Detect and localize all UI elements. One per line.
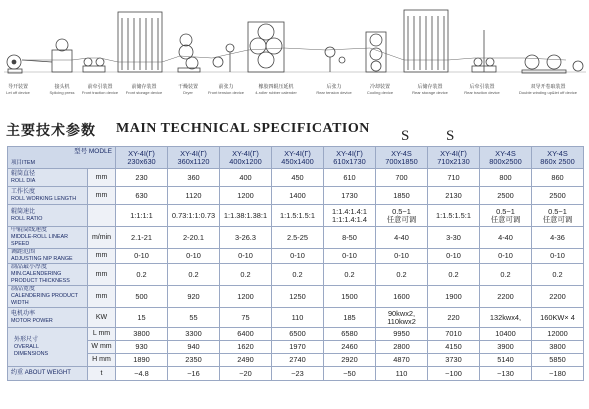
value-cell: 400 bbox=[220, 169, 272, 187]
model-header: XY-4I(Γ) 230x630 bbox=[116, 147, 168, 169]
corner-item-label: 项目ITEM bbox=[11, 160, 36, 166]
value-cell: 2500 bbox=[480, 187, 532, 205]
dimension-row bbox=[8, 354, 584, 367]
value-cell: 1970 bbox=[272, 341, 324, 354]
value-cell: 1:1.4:1.4:1 1:1:1.4:1.4 bbox=[324, 205, 376, 227]
value-cell: 3300 bbox=[168, 328, 220, 341]
spec-row bbox=[8, 187, 584, 205]
station-label: 后张力 Rear tension device bbox=[316, 84, 352, 95]
row-unit: t bbox=[88, 367, 116, 381]
row-label: 中辊筒线速度 MIDDLE-ROLL LINEAR SPEED bbox=[8, 227, 88, 249]
value-cell: 1400 bbox=[272, 187, 324, 205]
corner-cell bbox=[8, 147, 116, 169]
value-cell: 2-20.1 bbox=[168, 227, 220, 249]
value-cell: 360 bbox=[168, 169, 220, 187]
dimensions-label: 外形尺寸 OVERALL DIMENSIONS bbox=[8, 328, 88, 367]
value-cell: 0-10 bbox=[480, 249, 532, 264]
value-cell: 55 bbox=[168, 308, 220, 328]
s-mark: S bbox=[401, 128, 410, 144]
value-cell: 630 bbox=[116, 187, 168, 205]
station-label: 后储存装置 Rear storage device bbox=[412, 84, 448, 95]
value-cell: 1600 bbox=[376, 286, 428, 308]
value-cell: ~4.8 bbox=[116, 367, 168, 381]
value-cell: 15 bbox=[116, 308, 168, 328]
row-unit: mm bbox=[88, 169, 116, 187]
value-cell: 2200 bbox=[480, 286, 532, 308]
value-cell: 230 bbox=[116, 169, 168, 187]
value-cell: 0.2 bbox=[168, 264, 220, 286]
row-unit: mm bbox=[88, 249, 116, 264]
value-cell: 2130 bbox=[428, 187, 480, 205]
value-cell: 5140 bbox=[480, 354, 532, 367]
value-cell: 1120 bbox=[168, 187, 220, 205]
value-cell: 0.2 bbox=[324, 264, 376, 286]
value-cell: 7010 bbox=[428, 328, 480, 341]
spec-row bbox=[8, 169, 584, 187]
value-cell: 0-10 bbox=[168, 249, 220, 264]
row-label: 调距范围 ADJUSTING NIP RANGE bbox=[8, 249, 88, 264]
row-label: 约重 ABOUT WEIGHT bbox=[8, 367, 88, 381]
value-cell: 10400 bbox=[480, 328, 532, 341]
value-cell: 2800 bbox=[376, 341, 428, 354]
value-cell: 0.73:1:1:0.73 bbox=[168, 205, 220, 227]
value-cell: 132kwx4, bbox=[480, 308, 532, 328]
value-cell: ~20 bbox=[220, 367, 272, 381]
value-cell: 0.2 bbox=[532, 264, 584, 286]
value-cell: 1200 bbox=[220, 187, 272, 205]
station-label: 前张力 Front tension device bbox=[207, 84, 245, 95]
value-cell: 0.2 bbox=[272, 264, 324, 286]
value-cell: 8-50 bbox=[324, 227, 376, 249]
value-cell: 3900 bbox=[480, 341, 532, 354]
row-label: 制品宽度 CALENDERING PRODUCT WIDTH bbox=[8, 286, 88, 308]
spec-row bbox=[8, 286, 584, 308]
value-cell: 2490 bbox=[220, 354, 272, 367]
value-cell: ~130 bbox=[480, 367, 532, 381]
value-cell: 1250 bbox=[272, 286, 324, 308]
model-header: XY-4I(Γ) 710x2130 bbox=[428, 147, 480, 169]
value-cell: 2.1-21 bbox=[116, 227, 168, 249]
spec-row bbox=[8, 205, 584, 227]
value-cell: 2200 bbox=[532, 286, 584, 308]
value-cell: 1900 bbox=[428, 286, 480, 308]
value-cell: 3800 bbox=[532, 341, 584, 354]
value-cell: 2740 bbox=[272, 354, 324, 367]
model-header: XY-4S 700x1850 bbox=[376, 147, 428, 169]
value-cell: 940 bbox=[168, 341, 220, 354]
station-label: 接头机 Splicing press bbox=[49, 84, 75, 95]
value-cell: 0.5~1 任意可调 bbox=[376, 205, 428, 227]
value-cell: 110 bbox=[272, 308, 324, 328]
value-cell: 6580 bbox=[324, 328, 376, 341]
value-cell: 0-10 bbox=[428, 249, 480, 264]
corner-model-label: 型号 MODLE bbox=[74, 148, 112, 155]
value-cell: 0.5~1 任意可调 bbox=[480, 205, 532, 227]
row-unit: KW bbox=[88, 308, 116, 328]
value-cell: 1:1.5:1.5:1 bbox=[272, 205, 324, 227]
value-cell: 1:1:1:1 bbox=[116, 205, 168, 227]
value-cell: 500 bbox=[116, 286, 168, 308]
dimension-axis-unit: H mm bbox=[88, 354, 116, 367]
value-cell: 1890 bbox=[116, 354, 168, 367]
station-label: 橡胶四辊压延机 4-roller rubber calender bbox=[255, 84, 297, 95]
value-cell: 1:1.5:1.5:1 bbox=[428, 205, 480, 227]
dimension-axis-unit: W mm bbox=[88, 341, 116, 354]
value-cell: 1730 bbox=[324, 187, 376, 205]
value-cell: 0-10 bbox=[272, 249, 324, 264]
model-header: XY-4I(Γ) 450x1400 bbox=[272, 147, 324, 169]
spec-row bbox=[8, 308, 584, 328]
value-cell: 4-36 bbox=[532, 227, 584, 249]
value-cell: 90kwx2, 110kwx2 bbox=[376, 308, 428, 328]
value-cell: 2350 bbox=[168, 354, 220, 367]
value-cell: 3730 bbox=[428, 354, 480, 367]
value-cell: 0.2 bbox=[428, 264, 480, 286]
model-header: XY-4I(Γ) 360x1120 bbox=[168, 147, 220, 169]
value-cell: 0.2 bbox=[480, 264, 532, 286]
value-cell: 3-30 bbox=[428, 227, 480, 249]
value-cell: 12000 bbox=[532, 328, 584, 341]
model-header: XY-4S 860x 2500 bbox=[532, 147, 584, 169]
station-label: 前牵引装置 Front traction device bbox=[81, 84, 119, 95]
spec-table bbox=[7, 146, 584, 381]
value-cell: 450 bbox=[272, 169, 324, 187]
model-header: XY-4S 800x2500 bbox=[480, 147, 532, 169]
value-cell: 0-10 bbox=[220, 249, 272, 264]
value-cell: 1:1.38:1.38:1 bbox=[220, 205, 272, 227]
value-cell: 160KW× 4 bbox=[532, 308, 584, 328]
spec-row bbox=[8, 264, 584, 286]
value-cell: 6400 bbox=[220, 328, 272, 341]
header-row bbox=[8, 147, 584, 169]
value-cell: 5850 bbox=[532, 354, 584, 367]
value-cell: 110 bbox=[376, 367, 428, 381]
value-cell: 3-26.3 bbox=[220, 227, 272, 249]
value-cell: ~16 bbox=[168, 367, 220, 381]
spec-row bbox=[8, 249, 584, 264]
value-cell: ~180 bbox=[532, 367, 584, 381]
title-english: MAIN TECHNICAL SPECIFICATION bbox=[116, 121, 370, 136]
dimension-row bbox=[8, 341, 584, 354]
value-cell: 0.5~1 任意可调 bbox=[532, 205, 584, 227]
production-line-diagram bbox=[0, 0, 589, 112]
weight-row bbox=[8, 367, 584, 381]
row-label: 辊筒直径 ROLL DIA bbox=[8, 169, 88, 187]
station-label: 双导开卷取装置 Double winding up&let off device bbox=[519, 84, 577, 95]
value-cell: 0-10 bbox=[532, 249, 584, 264]
station-label: 后牵引装置 Rear traction device bbox=[464, 84, 500, 95]
value-cell: 0.2 bbox=[376, 264, 428, 286]
row-unit: mm bbox=[88, 187, 116, 205]
value-cell: 1200 bbox=[220, 286, 272, 308]
value-cell: 0.2 bbox=[220, 264, 272, 286]
row-unit: mm bbox=[88, 264, 116, 286]
value-cell: 0-10 bbox=[376, 249, 428, 264]
spec-row bbox=[8, 227, 584, 249]
value-cell: 185 bbox=[324, 308, 376, 328]
value-cell: 800 bbox=[480, 169, 532, 187]
value-cell: 220 bbox=[428, 308, 480, 328]
value-cell: 0-10 bbox=[116, 249, 168, 264]
value-cell: 1850 bbox=[376, 187, 428, 205]
row-label: 电机功率 MOTOR POWER bbox=[8, 308, 88, 328]
value-cell: 3800 bbox=[116, 328, 168, 341]
value-cell: 4-40 bbox=[376, 227, 428, 249]
model-header: XY-4I(Γ) 610x1730 bbox=[324, 147, 376, 169]
value-cell: 4-40 bbox=[480, 227, 532, 249]
value-cell: 2.5-25 bbox=[272, 227, 324, 249]
row-unit: m/min bbox=[88, 227, 116, 249]
value-cell: 2460 bbox=[324, 341, 376, 354]
value-cell: 1620 bbox=[220, 341, 272, 354]
value-cell: 710 bbox=[428, 169, 480, 187]
value-cell: 1500 bbox=[324, 286, 376, 308]
value-cell: 6500 bbox=[272, 328, 324, 341]
value-cell: 2920 bbox=[324, 354, 376, 367]
value-cell: 9950 bbox=[376, 328, 428, 341]
value-cell: 2500 bbox=[532, 187, 584, 205]
model-header: XY-4I(Γ) 400x1200 bbox=[220, 147, 272, 169]
value-cell: 610 bbox=[324, 169, 376, 187]
dimension-axis-unit: L mm bbox=[88, 328, 116, 341]
value-cell: 920 bbox=[168, 286, 220, 308]
value-cell: 860 bbox=[532, 169, 584, 187]
station-label: 前储存装置 Front storage device bbox=[125, 84, 163, 95]
row-label: 工作长度 ROLL WORKING LENGTH bbox=[8, 187, 88, 205]
station-label: 导开装置 Let off device bbox=[6, 84, 30, 95]
row-unit bbox=[88, 205, 116, 227]
value-cell: 930 bbox=[116, 341, 168, 354]
value-cell: 75 bbox=[220, 308, 272, 328]
row-label: 制品最小厚度 MIN.CALENDERING PRODUCT THICKNESS bbox=[8, 264, 88, 286]
row-label: 辊筒速比 ROLL RATIO bbox=[8, 205, 88, 227]
section-title bbox=[6, 116, 586, 142]
value-cell: 0-10 bbox=[324, 249, 376, 264]
value-cell: 0.2 bbox=[116, 264, 168, 286]
station-label: 冷却装置 Cooling device bbox=[366, 84, 394, 95]
row-unit: mm bbox=[88, 286, 116, 308]
value-cell: 700 bbox=[376, 169, 428, 187]
value-cell: 4870 bbox=[376, 354, 428, 367]
dimension-row bbox=[8, 328, 584, 341]
value-cell: ~100 bbox=[428, 367, 480, 381]
title-chinese: 主要技术参数 bbox=[6, 122, 96, 138]
value-cell: ~50 bbox=[324, 367, 376, 381]
s-mark: S bbox=[446, 128, 455, 144]
station-label: 干燥装置 Dryer bbox=[177, 84, 198, 95]
value-cell: 4150 bbox=[428, 341, 480, 354]
value-cell: ~23 bbox=[272, 367, 324, 381]
